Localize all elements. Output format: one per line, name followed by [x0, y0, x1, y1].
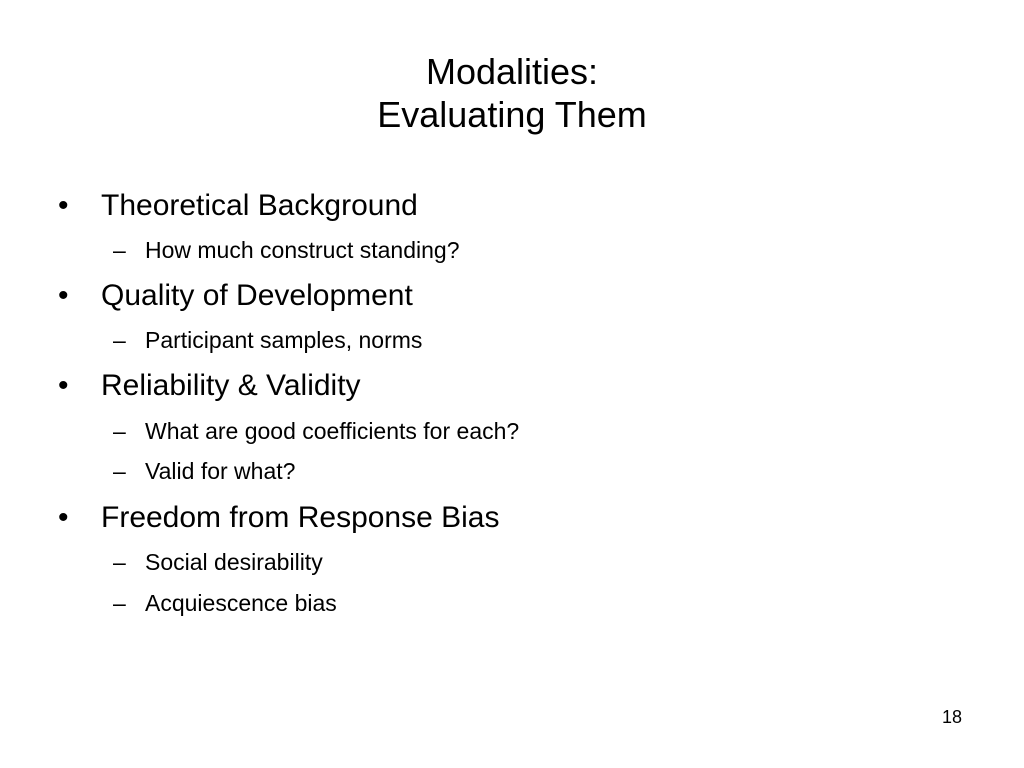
sub-bullet-text: Participant samples, norms [145, 327, 423, 353]
bullet-marker: • [58, 369, 69, 402]
bullet-marker: • [58, 279, 69, 312]
sub-bullet-text: Social desirability [145, 549, 323, 575]
sub-bullet-marker: – [113, 327, 126, 353]
sub-bullet-marker: – [113, 418, 126, 444]
sub-bullet-text: Acquiescence bias [145, 590, 337, 616]
sub-bullet-marker: – [113, 590, 126, 616]
page-number: 18 [941, 707, 962, 727]
bullet-text: Theoretical Background [101, 189, 418, 222]
title-line-2: Evaluating Them [377, 94, 647, 135]
sub-bullet-text: How much construct standing? [145, 237, 460, 263]
sub-bullet-text: Valid for what? [145, 458, 296, 484]
bullet-marker: • [58, 189, 69, 222]
bullet-text: Reliability & Validity [101, 369, 361, 402]
sub-bullet-marker: – [113, 458, 126, 484]
sub-bullet-marker: – [113, 549, 126, 575]
sub-bullet-text: What are good coefficients for each? [145, 418, 520, 444]
title-line-1: Modalities: [425, 51, 599, 92]
sub-bullet-marker: – [113, 237, 126, 263]
bullet-marker: • [58, 501, 69, 534]
bullet-text: Quality of Development [101, 279, 413, 312]
bullet-text: Freedom from Response Bias [101, 501, 500, 534]
